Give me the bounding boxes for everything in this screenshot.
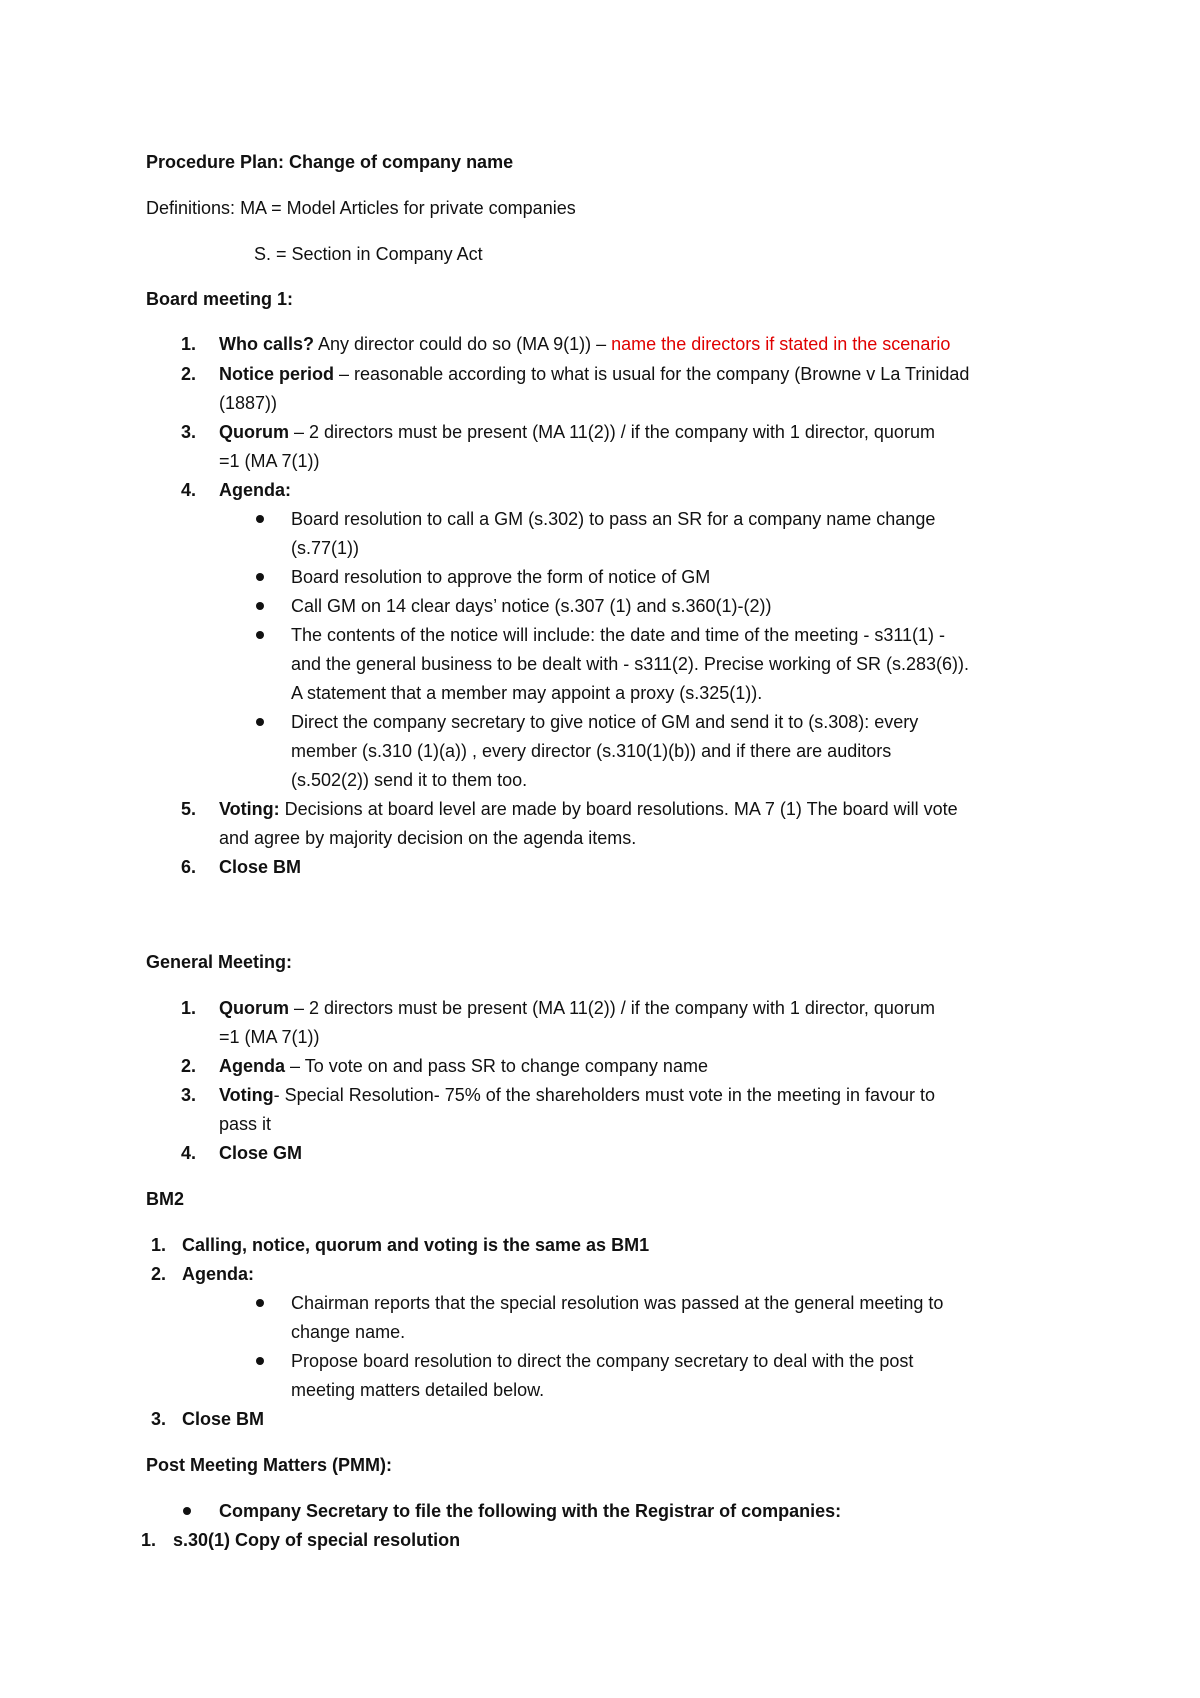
agenda-bullet-text: meeting matters detailed below. [291,1380,545,1400]
item-label: Notice period [219,364,335,384]
bullet-icon [256,1299,264,1307]
item-label: Quorum [219,422,289,442]
bm1-item-who-calls [219,332,950,356]
gm-item-quorum [219,996,935,1020]
item-text: – 2 directors must be present (MA 11(2)) / if the company with 1 director, quorum [289,422,935,442]
agenda-bullet-text: A statement that a member may appoint a proxy (s.325(1)). [291,683,763,703]
item-label: Voting: [219,799,280,819]
agenda-bullet-text: (s.77(1)) [291,538,360,558]
definition-s: S. = Section in Company Act [254,244,483,264]
gm-item-number: 4. [180,1143,196,1163]
gm-item-number: 2. [180,1056,196,1076]
bullet-icon [183,1507,191,1515]
agenda-bullet-text: member (s.310 (1)(a)) , every director (s.310(1)(b)) and if there are auditors [291,741,892,761]
bm2-item-number: 2. [150,1264,166,1284]
item-label: Who calls? [219,334,315,354]
bm1-item-number: 6. [180,857,196,877]
item-continuation: =1 (MA 7(1)) [219,1027,320,1047]
bm2-heading: BM2 [146,1189,185,1209]
bm1-item-number: 4. [180,480,196,500]
bm1-item-agenda: Agenda: [219,480,291,500]
bm1-item-close: Close BM [219,857,302,877]
page-title: Procedure Plan: Change of company name [146,152,514,172]
bm1-item-quorum [219,420,935,444]
bm2-item-number: 3. [150,1409,166,1429]
item-continuation: pass it [219,1114,272,1134]
bullet-icon [256,602,264,610]
agenda-bullet-text: and the general business to be dealt with - s311(2). Precise working of SR (s.283(6)). [291,654,970,674]
bm1-item-number: 3. [180,422,196,442]
gm-item-agenda [219,1054,708,1078]
gm-item-number: 1. [180,998,196,1018]
bm1-item-number: 5. [180,799,196,819]
agenda-bullet-text: Direct the company secretary to give notice of GM and send it to (s.308): every [291,712,919,732]
gm-item-close: Close GM [219,1143,303,1163]
agenda-bullet-text: Call GM on 14 clear days’ notice (s.307 (1) and s.360(1)-(2)) [291,596,772,616]
bm1-item-number: 2. [180,364,196,384]
bm2-item-calling: Calling, notice, quorum and voting is the same as BM1 [182,1235,650,1255]
item-continuation: and agree by majority decision on the agenda items. [219,828,637,848]
pmm-bullet-text: Company Secretary to file the following with the Registrar of companies: [219,1501,842,1521]
pmm-item-s30: s.30(1) Copy of special resolution [173,1530,461,1550]
agenda-bullet-text: Propose board resolution to direct the company secretary to deal with the post [291,1351,914,1371]
definitions-line [146,196,576,220]
bm1-heading: Board meeting 1: [146,289,294,309]
bullet-icon [256,573,264,581]
definition-ma: MA = Model Articles for private companies [240,198,576,218]
bullet-icon [256,718,264,726]
item-continuation: (1887)) [219,393,278,413]
item-text: – 2 directors must be present (MA 11(2)) / if the company with 1 director, quorum [289,998,935,1018]
item-text: – reasonable according to what is usual for the company (Browne v La Trinidad [334,364,970,384]
pmm-heading: Post Meeting Matters (PMM): [146,1455,393,1475]
bullet-icon [256,631,264,639]
bm2-item-close: Close BM [182,1409,265,1429]
item-text: Decisions at board level are made by board resolutions. MA 7 (1) The board will vote [279,799,958,819]
item-label: Agenda [219,1056,286,1076]
item-text: - Special Resolution- 75% of the shareholders must vote in the meeting in favour to [273,1085,936,1105]
item-continuation: =1 (MA 7(1)) [219,451,320,471]
gm-item-voting [219,1083,935,1107]
pmm-item-number: 1. [140,1530,156,1550]
item-text: Any director could do so (MA 9(1)) – [314,334,612,354]
bullet-icon [256,515,264,523]
item-text: – To vote on and pass SR to change company name [285,1056,708,1076]
agenda-bullet-text: change name. [291,1322,406,1342]
agenda-bullet-text: Board resolution to call a GM (s.302) to pass an SR for a company name change [291,509,936,529]
bm2-item-agenda: Agenda: [182,1264,254,1284]
definitions-label: Definitions: [146,198,236,218]
agenda-bullet-text: Chairman reports that the special resolution was passed at the general meeting to [291,1293,944,1313]
item-label: Quorum [219,998,289,1018]
bm1-item-notice-period [219,362,969,386]
item-label: Voting [219,1085,274,1105]
bullet-icon [256,1357,264,1365]
item-red-note: name the directors if stated in the scenario [611,334,951,354]
gm-heading: General Meeting: [146,952,293,972]
gm-item-number: 3. [180,1085,196,1105]
bm1-item-number: 1. [180,334,196,354]
agenda-bullet-text: Board resolution to approve the form of notice of GM [291,567,711,587]
bm2-item-number: 1. [150,1235,166,1255]
agenda-bullet-text: (s.502(2)) send it to them too. [291,770,528,790]
agenda-bullet-text: The contents of the notice will include: the date and time of the meeting - s311(1) - [291,625,946,645]
bm1-item-voting [219,797,958,821]
